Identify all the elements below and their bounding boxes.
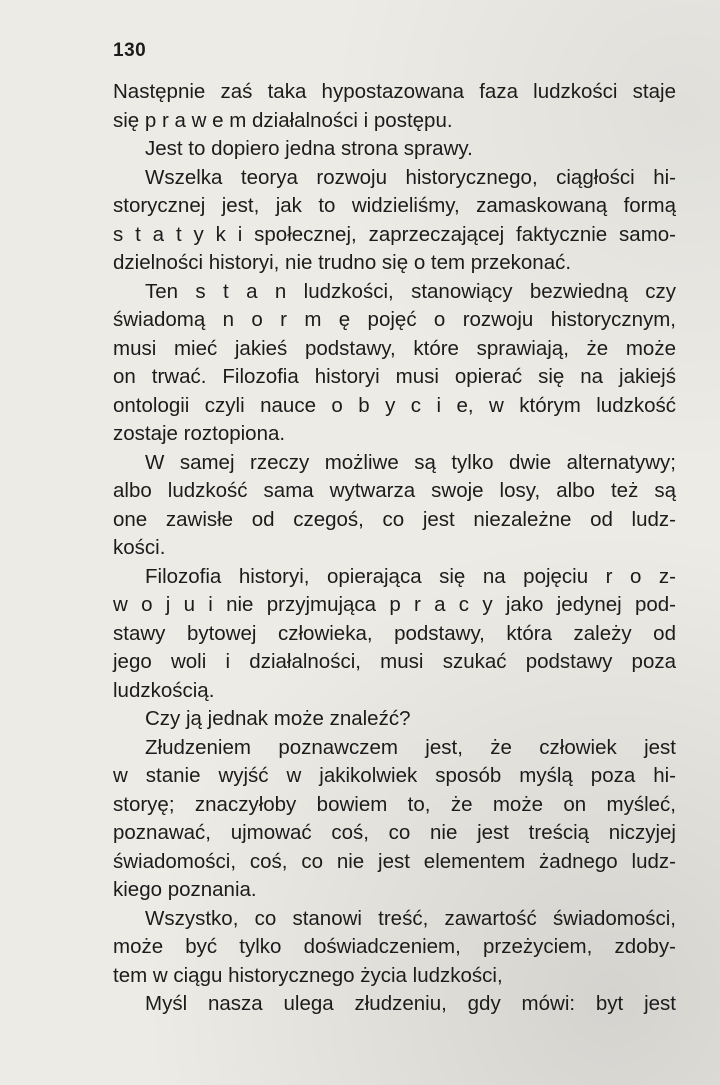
text-line: Filozofia historyi, opierająca się na pojęciu r o z- bbox=[145, 564, 676, 588]
text-line: ludzkością. bbox=[113, 678, 215, 702]
text-line: zostaje roztopiona. bbox=[113, 422, 286, 445]
text-line: się p r a w e m działalności i postępu. bbox=[113, 108, 453, 132]
text-line: storyę; znaczyłoby bowiem to, że może on myśleć, bbox=[113, 792, 676, 816]
page-number: 130 bbox=[113, 40, 147, 61]
text-line: Myśl nasza ulega złudzeniu, gdy mówi: byt jest bbox=[145, 992, 676, 1015]
text-line: ontologii czyli nauce o b y c i e, w którym ludzkość bbox=[113, 393, 676, 417]
text-line: tem w ciągu historycznego życia ludzkości, bbox=[113, 963, 503, 987]
text-line: dzielności historyi, nie trudno się o tem przekonać. bbox=[113, 251, 572, 274]
text-line: albo ludzkość sama wytwarza swoje losy, albo też są bbox=[113, 479, 676, 502]
text-line: Jest to dopiero jedna strona sprawy. bbox=[145, 137, 473, 160]
text-line: może być tylko doświadczeniem, przeżyciem, zdoby- bbox=[113, 935, 676, 958]
text-line: W samej rzeczy możliwe są tylko dwie alternatywy; bbox=[145, 450, 676, 474]
text-line: Następnie zaś taka hypostazowana faza ludzkości staje bbox=[113, 80, 676, 103]
body-text bbox=[113, 78, 676, 1019]
text-line: poznawać, ujmować coś, co nie jest treścią niczyjej bbox=[113, 821, 676, 844]
text-line: w o j u i nie przyjmująca p r a c y jako jedynej pod- bbox=[113, 593, 676, 616]
text-line: kiego poznania. bbox=[113, 878, 257, 901]
text-line: Wszystko, co stanowi treść, zawartość świadomości, bbox=[145, 906, 676, 930]
text-line: świadomości, coś, co nie jest elementem żadnego ludz- bbox=[113, 849, 676, 873]
text-line: w stanie wyjść w jakikolwiek sposób myślą poza hi- bbox=[113, 764, 676, 787]
text-line: Wszelka teorya rozwoju historycznego, ciągłości hi- bbox=[145, 165, 676, 189]
text-line: jego woli i działalności, musi szukać podstawy poza bbox=[113, 650, 676, 673]
text-line: Złudzeniem poznawczem jest, że człowiek jest bbox=[145, 735, 676, 759]
text-line: Ten s t a n ludzkości, stanowiący bezwiedną czy bbox=[145, 279, 676, 303]
text-line: świadomą n o r m ę pojęć o rozwoju historycznym, bbox=[113, 308, 676, 331]
text-line: Czy ją jednak może znaleźć? bbox=[145, 707, 411, 730]
text-line: kości. bbox=[113, 536, 166, 559]
text-line: s t a t y k i społecznej, zaprzeczającej faktycznie samo- bbox=[113, 222, 676, 246]
text-line: storycznej jest, jak to widzieliśmy, zamaskowaną formą bbox=[113, 194, 676, 217]
text-line: on trwać. Filozofia historyi musi opierać się na jakiejś bbox=[113, 365, 676, 388]
text-line: stawy bytowej człowieka, podstawy, która zależy od bbox=[113, 621, 676, 645]
text-line: musi mieć jakieś podstawy, które sprawiają, że może bbox=[113, 336, 676, 360]
text-line: one zawisłe od czegoś, co jest niezależne od ludz- bbox=[113, 507, 676, 531]
